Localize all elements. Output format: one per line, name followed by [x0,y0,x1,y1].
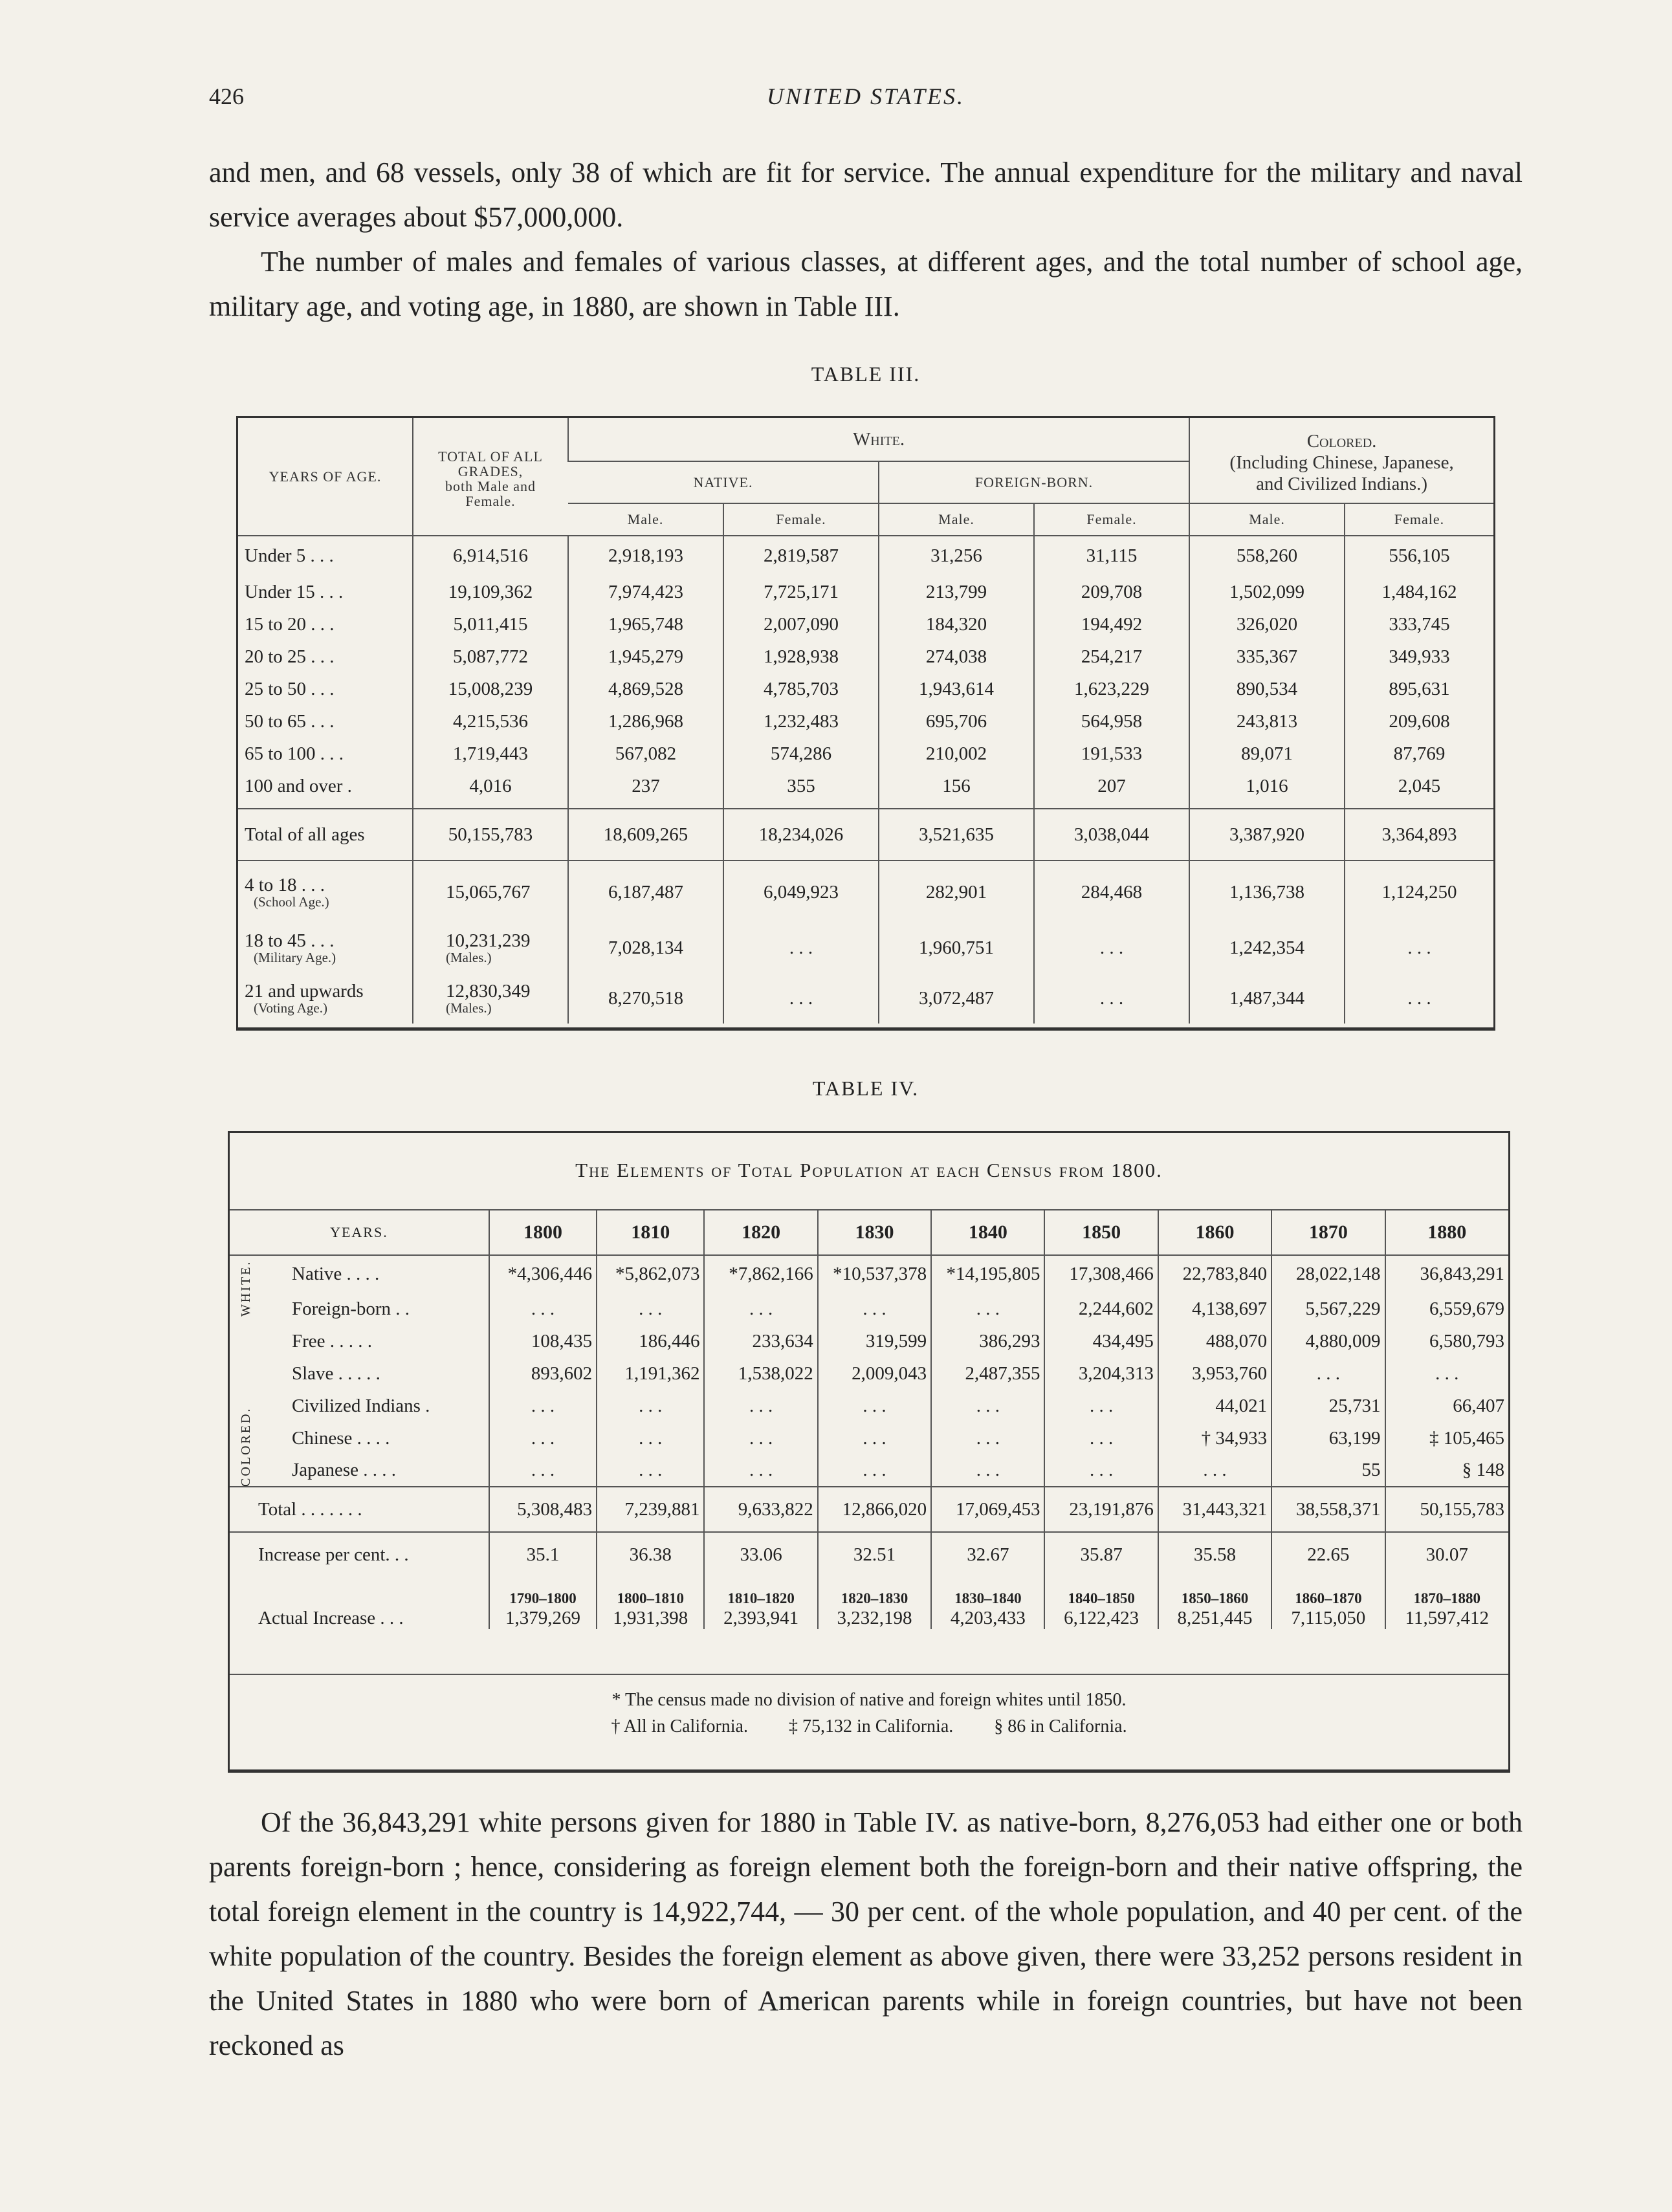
table3-total-row: Total of all ages 50,155,783 18,609,265 18,234,026 3,521,635 3,038,044 3,387,920 3,364,893 [238,809,1493,860]
table-cell: . . . [597,1454,704,1487]
colored-header: Colored. (Including Chinese, Japanese, and Civilized Indians.) [1189,418,1493,503]
table-cell: 319,599 [818,1325,931,1357]
table-cell: 213,799 [879,576,1034,608]
table-cell: 10,231,239 (Males.) [413,923,568,973]
table-cell: 44,021 [1158,1390,1271,1422]
table-cell: 1,965,748 [568,608,723,641]
table-cell: † 34,933 [1158,1422,1271,1454]
table-cell: . . . [704,1293,817,1325]
table3-caption: TABLE III. [811,362,921,386]
table-cell: . . . [1158,1454,1271,1487]
table-cell: 4,138,697 [1158,1293,1271,1325]
table-cell: 488,070 [1158,1325,1271,1357]
table4-row [230,1390,1508,1422]
table-cell: . . . [1044,1422,1158,1454]
note-section: § 86 in California. [994,1716,1127,1736]
row-label: 4 to 18 . . . (School Age.) [238,860,413,923]
table-cell: . . . [931,1293,1044,1325]
table-cell: . . . [931,1454,1044,1487]
colored-female-header: Female. [1345,503,1493,536]
table-cell: 19,109,362 [413,576,568,608]
table-cell: *7,862,166 [704,1255,817,1293]
table-cell: 4,016 [413,770,568,802]
table-cell: 1,623,229 [1034,673,1189,705]
table-cell: 1840–1850 6,122,423 [1044,1577,1158,1629]
row-label: Chinese . . . . [292,1427,390,1449]
row-label: 25 to 50 . . . [245,678,335,699]
colored-group-label: COLORED. [239,1407,253,1487]
table-cell: 1810–1820 2,393,941 [704,1577,817,1629]
table-cell: 1800–1810 1,931,398 [597,1577,704,1629]
table-cell: . . . [704,1390,817,1422]
table-cell: 355 [723,770,879,802]
table-cell: 893,602 [489,1357,597,1390]
table4-row [230,1293,1508,1325]
table-cell: 434,495 [1044,1325,1158,1357]
table3-row [238,576,1493,608]
page-number: 426 [209,83,244,109]
table4-increase-row: Increase per cent. . . 35.1 36.38 33.06 32.51 32.67 35.87 35.58 22.65 30.07 [230,1532,1508,1577]
table-cell: 209,608 [1345,705,1493,738]
table-cell: 15,065,767 [413,860,568,923]
table-cell: . . . [723,973,879,1024]
table-cell: 695,706 [879,705,1034,738]
year-header: 1820 [704,1210,817,1255]
table-cell: 207 [1034,770,1189,802]
table-cell: 1,945,279 [568,641,723,673]
table3-row [238,608,1493,641]
table3-age-row [238,860,1493,923]
table-cell: . . . [597,1293,704,1325]
years-header: YEARS. [330,1224,388,1240]
row-label: 20 to 25 . . . [245,646,335,667]
table-cell: 9,633,822 [704,1487,817,1532]
table-cell: 6,049,923 [723,860,879,923]
foreign-born-header: FOREIGN-BORN. [879,461,1189,503]
table-cell: 1,538,022 [704,1357,817,1390]
table-cell: 7,974,423 [568,576,723,608]
table-cell: 50,155,783 [1385,1487,1508,1532]
table-cell: 4,869,528 [568,673,723,705]
table-cell: 8,270,518 [568,973,723,1024]
table-cell: 895,631 [1345,673,1493,705]
table4-actual-increase-row: Actual Increase . . . 1790–1800 1,379,269 1800–1810 1,931,398 1810–1820 2,393,941 1820–1830 3,232,198 1830–1840 4,203,433 1840–1850 6,122,423 1850–1860 8,251,445 1860–1870 7,115,050 1870–1880 11,597,412 [230,1577,1508,1629]
row-label: Slave . . . . . [292,1363,380,1384]
table-cell: 89,071 [1189,738,1345,770]
row-label: Under 15 . . . [245,581,344,602]
table-cell: . . . [489,1422,597,1454]
table-cell: . . . [818,1293,931,1325]
table-cell: 284,468 [1034,860,1189,923]
table-cell: 194,492 [1034,608,1189,641]
table-cell: 2,009,043 [818,1357,931,1390]
table-cell: . . . [1271,1357,1385,1390]
table3-row [238,705,1493,738]
table-cell: . . . [1385,1357,1508,1390]
note-asterisk: * The census made no division of native and foreign whites until 1850. [611,1690,1127,1710]
running-head [209,83,1523,122]
table-cell: 108,435 [489,1325,597,1357]
running-title: UNITED STATES. [766,83,965,109]
table-cell: 1,484,162 [1345,576,1493,608]
table-cell: 30.07 [1385,1532,1508,1577]
table4-row [230,1357,1508,1390]
native-female-header: Female. [723,503,879,536]
row-label: 100 and over . [245,775,352,796]
table-cell: 38,558,371 [1271,1487,1385,1532]
table-cell: 2,007,090 [723,608,879,641]
table-cell: 386,293 [931,1325,1044,1357]
table-cell: *14,195,805 [931,1255,1044,1293]
table-cell: . . . [723,923,879,973]
table-cell: . . . [489,1293,597,1325]
table-cell: § 148 [1385,1454,1508,1487]
table-cell: 7,725,171 [723,576,879,608]
table4-caption: TABLE IV. [812,1077,919,1100]
table-cell: 1,136,738 [1189,860,1345,923]
paragraph-2: The number of males and females of various classes, at different ages, and the total number of school age, military age, and voting age, in 1880, are shown in Table III. [209,246,1523,322]
table-cell: 326,020 [1189,608,1345,641]
row-label: Foreign-born . . [292,1298,410,1319]
table-cell: 6,187,487 [568,860,723,923]
year-header: 1810 [597,1210,704,1255]
table3-age-row [238,973,1493,1024]
table-cell: 7,028,134 [568,923,723,973]
table-cell: . . . [931,1390,1044,1422]
row-label: COLORED. Free . . . . . [239,1330,373,1487]
table-cell: 890,534 [1189,673,1345,705]
year-header: 1870 [1271,1210,1385,1255]
table-cell: 4,785,703 [723,673,879,705]
table-cell: 335,367 [1189,641,1345,673]
table-cell: ‡ 105,465 [1385,1422,1508,1454]
table3-row [238,770,1493,802]
table-cell: 22,783,840 [1158,1255,1271,1293]
row-label: Japanese . . . . [292,1460,397,1480]
table4-title: The Elements of Total Population at each Census from 1800. [575,1159,1163,1181]
table-cell: 574,286 [723,738,879,770]
row-label: 65 to 100 . . . [245,743,344,764]
table-cell: 32.67 [931,1532,1044,1577]
paragraph-3: Of the 36,843,291 white persons given for 1880 in Table IV. as native-born, 8,276,053 had either one or both parents foreign-born ; hence, considering as foreign element both the foreign-born and their native offspring, the total foreign element in the country is 14,922,744, — 30 per cent. of the whole population, and 40 per cent. of the white population of the country. Besides the foreign element as above given, there were 33,252 persons resident in the United States in 1880 who were born of American parents while in foreign countries, but have not been reckoned as [209,1806,1523,2061]
table-cell: *10,537,378 [818,1255,931,1293]
table-cell: 5,308,483 [489,1487,597,1532]
table-cell: 15,008,239 [413,673,568,705]
table-cell: . . . [489,1390,597,1422]
table-cell: 2,819,587 [723,536,879,576]
table-cell: 1,719,443 [413,738,568,770]
table-cell: 1870–1880 11,597,412 [1385,1577,1508,1629]
white-group-label: WHITE. [239,1260,253,1317]
table-cell: *5,862,073 [597,1255,704,1293]
table-cell: . . . [1044,1454,1158,1487]
table-cell: . . . [1345,923,1493,973]
table4 [228,1131,1510,1773]
table-cell: 2,918,193 [568,536,723,576]
table-cell: 1850–1860 8,251,445 [1158,1577,1271,1629]
table-cell: 2,487,355 [931,1357,1044,1390]
table3-row [238,536,1493,576]
table-cell: 156 [879,770,1034,802]
year-header: 1830 [818,1210,931,1255]
table3-row [238,673,1493,705]
table-cell: . . . [597,1390,704,1422]
table-cell: 6,914,516 [413,536,568,576]
table-cell: 5,087,772 [413,641,568,673]
table-cell: 31,256 [879,536,1034,576]
table-cell: 5,567,229 [1271,1293,1385,1325]
table-cell: . . . [931,1422,1044,1454]
table-cell: 23,191,876 [1044,1487,1158,1532]
table-cell: 556,105 [1345,536,1493,576]
table-cell: 1,943,614 [879,673,1034,705]
year-header: 1850 [1044,1210,1158,1255]
table-cell: 1,016 [1189,770,1345,802]
table-cell: . . . [1044,1390,1158,1422]
table-cell: 274,038 [879,641,1034,673]
table-cell: 1830–1840 4,203,433 [931,1577,1044,1629]
table-cell: 191,533 [1034,738,1189,770]
year-header: 1840 [931,1210,1044,1255]
table-cell: 1,502,099 [1189,576,1345,608]
row-label: 18 to 45 . . . (Military Age.) [245,930,336,965]
table-cell: 66,407 [1385,1390,1508,1422]
table-cell: 209,708 [1034,576,1189,608]
table-cell: . . . [597,1422,704,1454]
table-cell: 32.51 [818,1532,931,1577]
table-cell: . . . [704,1454,817,1487]
table4-notes [230,1674,1508,1740]
row-label: 50 to 65 . . . [245,710,335,732]
table-cell: 12,866,020 [818,1487,931,1532]
table-cell: 1,124,250 [1345,860,1493,923]
table-cell: 22.65 [1271,1532,1385,1577]
table-cell: 282,901 [879,860,1034,923]
table-cell: 55 [1271,1454,1385,1487]
table4-total-row: Total . . . . . . . 5,308,483 7,239,881 9,633,822 12,866,020 17,069,453 23,191,876 31,443,321 38,558,371 50,155,783 [230,1487,1508,1532]
year-header: 1860 [1158,1210,1271,1255]
paragraph-1: and men, and 68 vessels, only 38 of which are fit for service. The annual expenditure for the military and naval service averages about $57,000,000. [209,157,1523,233]
table-cell: 243,813 [1189,705,1345,738]
table-cell: 1,191,362 [597,1357,704,1390]
table-cell: 567,082 [568,738,723,770]
table-cell: 1790–1800 1,379,269 [489,1577,597,1629]
table-cell: . . . [1345,973,1493,1024]
table-cell: 237 [568,770,723,802]
table-cell: 31,443,321 [1158,1487,1271,1532]
table-cell: 7,239,881 [597,1487,704,1532]
table-cell: 1,960,751 [879,923,1034,973]
table-cell: 6,559,679 [1385,1293,1508,1325]
table-cell: 3,204,313 [1044,1357,1158,1390]
table-cell: 12,830,349 (Males.) [413,973,568,1024]
table-cell: 5,011,415 [413,608,568,641]
table-cell: . . . [818,1422,931,1454]
table-cell: 63,199 [1271,1422,1385,1454]
table-cell: . . . [1034,973,1189,1024]
table-cell: 349,933 [1345,641,1493,673]
row-label: 15 to 20 . . . [245,613,335,635]
table-cell: 6,580,793 [1385,1325,1508,1357]
table3-row [238,738,1493,770]
foreign-male-header: Male. [879,503,1034,536]
table3-row [238,641,1493,673]
table-cell: 17,069,453 [931,1487,1044,1532]
table-cell: 35.87 [1044,1532,1158,1577]
table-cell: 1820–1830 3,232,198 [818,1577,931,1629]
table-cell: 333,745 [1345,608,1493,641]
table4-row [230,1454,1508,1487]
table-cell: 1,928,938 [723,641,879,673]
table-cell: 184,320 [879,608,1034,641]
row-label: Civilized Indians . [292,1395,430,1416]
table4-row [230,1422,1508,1454]
table-cell: 558,260 [1189,536,1345,576]
table-cell: . . . [704,1422,817,1454]
table-cell: 87,769 [1345,738,1493,770]
table-cell: . . . [818,1454,931,1487]
year-header: 1880 [1385,1210,1508,1255]
table-cell: 2,244,602 [1044,1293,1158,1325]
table-cell: 35.58 [1158,1532,1271,1577]
table-cell: 2,045 [1345,770,1493,802]
table-cell: 1,487,344 [1189,973,1345,1024]
table-cell: 1,286,968 [568,705,723,738]
year-header: 1800 [489,1210,597,1255]
table-cell: 3,953,760 [1158,1357,1271,1390]
table-cell: 3,072,487 [879,973,1034,1024]
table-cell: 25,731 [1271,1390,1385,1422]
table4-row [230,1255,1508,1293]
foreign-female-header: Female. [1034,503,1189,536]
table-cell: 36,843,291 [1385,1255,1508,1293]
row-label: WHITE. Native . . . . [230,1255,489,1293]
table-cell: 4,880,009 [1271,1325,1385,1357]
note-dagger: † All in California. [611,1716,748,1736]
table-cell: 564,958 [1034,705,1189,738]
table-cell: 31,115 [1034,536,1189,576]
table-cell: 1,242,354 [1189,923,1345,973]
table4-row [230,1325,1508,1357]
table-cell: 254,217 [1034,641,1189,673]
table-cell: 1,232,483 [723,705,879,738]
table3-age-row [238,923,1493,973]
note-double-dagger: ‡ 75,132 in California. [788,1716,954,1736]
table-cell: 36.38 [597,1532,704,1577]
table-cell: 186,446 [597,1325,704,1357]
row-label: 21 and upwards (Voting Age.) [245,981,364,1016]
table-cell: . . . [1034,923,1189,973]
row-label: Under 5 . . . [245,545,334,566]
white-header: White. [568,418,1189,461]
table-cell: . . . [818,1390,931,1422]
table-cell: 1860–1870 7,115,050 [1271,1577,1385,1629]
total-all-grades-header: TOTAL OF ALL GRADES, both Male and Female. [413,418,568,536]
native-male-header: Male. [568,503,723,536]
table-cell: . . . [489,1454,597,1487]
table-cell: 4,215,536 [413,705,568,738]
table-cell: 17,308,466 [1044,1255,1158,1293]
colored-male-header: Male. [1189,503,1345,536]
table-cell: 28,022,148 [1271,1255,1385,1293]
table-cell: 35.1 [489,1532,597,1577]
years-of-age-header: YEARS OF AGE. [238,418,413,536]
table-cell: 210,002 [879,738,1034,770]
table-cell: 233,634 [704,1325,817,1357]
table-cell: *4,306,446 [489,1255,597,1293]
table-cell: 33.06 [704,1532,817,1577]
native-header: NATIVE. [568,461,879,503]
table3 [236,416,1495,1031]
